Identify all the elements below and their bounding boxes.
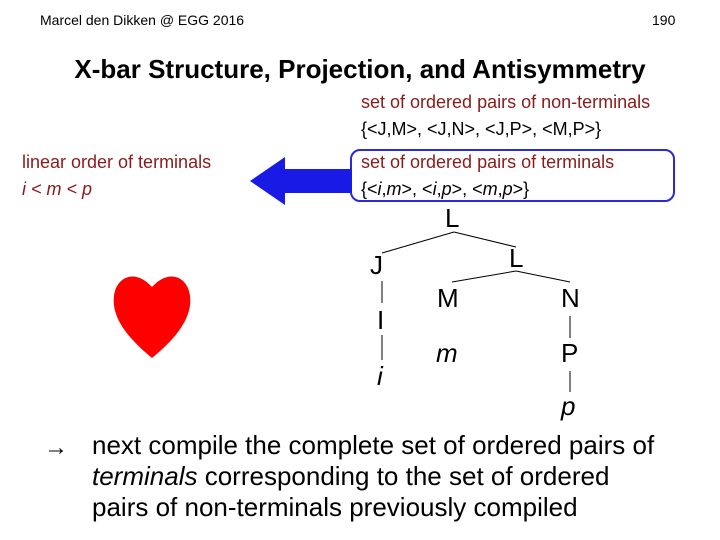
note-emphasis: terminals	[92, 461, 198, 491]
linear-order-value: i < m < p	[22, 179, 93, 199]
left-arrow-icon	[250, 157, 352, 205]
edge-L-M	[452, 271, 516, 282]
node-P: P	[561, 338, 579, 368]
node-J: J	[370, 250, 383, 280]
terminal-pairs-label: set of ordered pairs of terminals	[361, 152, 615, 172]
node-m: m	[436, 338, 458, 368]
note-line-2	[92, 461, 707, 492]
note-line-3: pairs of non-terminals previously compiled	[92, 492, 578, 522]
linear-order-label: linear order of terminals	[22, 152, 212, 172]
note-line-1: next compile the complete set of ordered pairs of	[92, 430, 655, 460]
bullet-arrow: →	[44, 434, 68, 461]
nonterminal-pairs-set: {<J,M>, <J,N>, <J,P>, <M,P>}	[361, 119, 602, 139]
node-L-top: L	[445, 203, 460, 233]
nonterminal-pairs-label: set of ordered pairs of non-terminals	[361, 92, 651, 112]
edge-L-N	[516, 271, 570, 282]
node-p: p	[561, 391, 576, 421]
edge-L-J	[382, 232, 454, 253]
node-M: M	[437, 283, 459, 313]
node-i: i	[377, 361, 383, 391]
page-number: 190	[652, 12, 676, 28]
node-I: I	[377, 305, 385, 335]
heart-icon	[114, 276, 191, 358]
slide-title: X-bar Structure, Projection, and Antisymmetry	[74, 54, 646, 84]
node-N: N	[561, 283, 580, 313]
node-L-inner: L	[509, 243, 524, 273]
edge-L-L	[454, 232, 516, 247]
note-line-2-rest: corresponding to the set of ordered	[197, 461, 610, 491]
note-text	[92, 430, 707, 523]
terminal-pairs-set: {<i,m>, <i,p>, <m,p>}	[361, 179, 530, 199]
author-header: Marcel den Dikken @ EGG 2016	[40, 12, 245, 28]
